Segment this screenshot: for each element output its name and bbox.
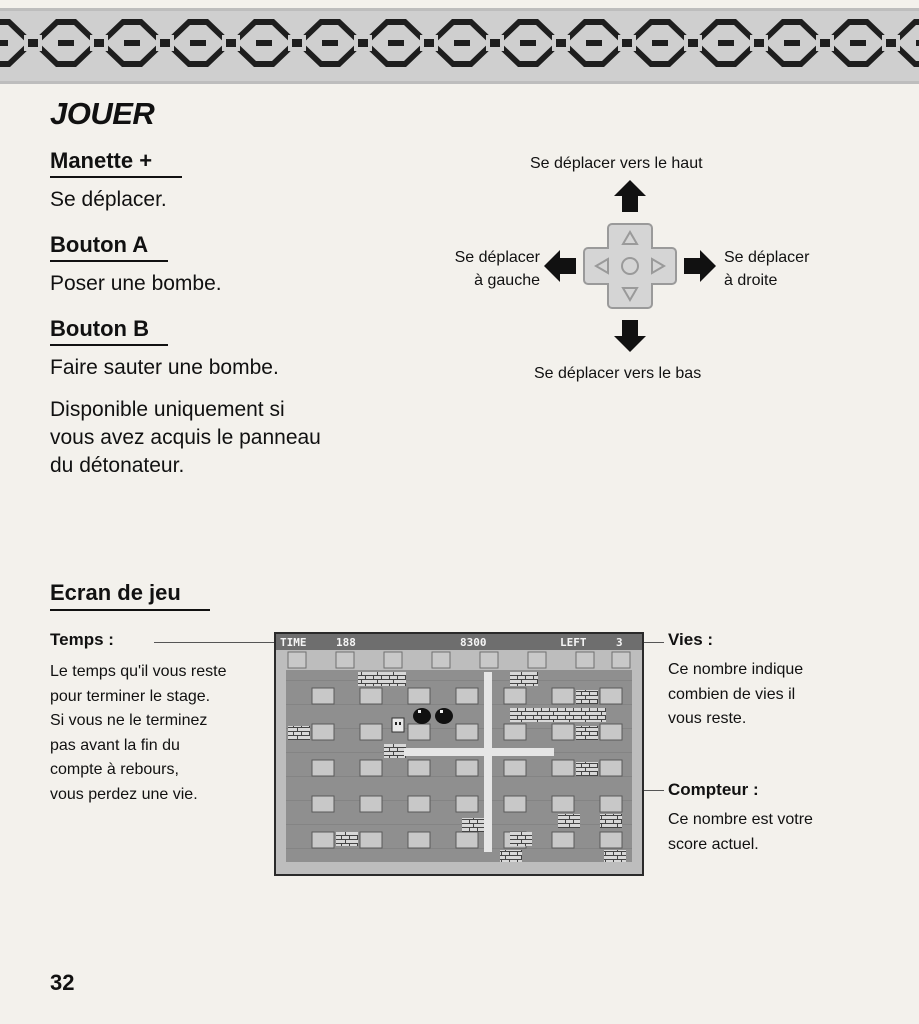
leader-time bbox=[154, 642, 276, 643]
arrow-right-icon bbox=[684, 250, 716, 282]
dpad-cross-icon bbox=[584, 224, 676, 308]
banner-pattern bbox=[0, 11, 919, 75]
page-number: 32 bbox=[50, 970, 75, 995]
callout-score-title: Compteur : bbox=[668, 780, 759, 799]
page-title: JOUER bbox=[50, 96, 155, 131]
text-manette: Se déplacer. bbox=[50, 188, 167, 211]
heading-bouton-a: Bouton A bbox=[50, 232, 168, 262]
heading-bouton-b: Bouton B bbox=[50, 316, 168, 346]
dpad-diagram bbox=[540, 176, 720, 356]
arrow-down-icon bbox=[614, 320, 646, 352]
text-bouton-b: Faire sauter une bombe. bbox=[50, 356, 279, 379]
heading-manette: Manette + bbox=[50, 148, 182, 178]
callout-score-text: Ce nombre est votre score actuel. bbox=[668, 811, 813, 853]
hud-lives-label: LEFT bbox=[560, 636, 587, 649]
hud-lives-value: 3 bbox=[616, 636, 623, 649]
dpad-label-down: Se déplacer vers le bas bbox=[534, 365, 702, 382]
heading-ecran-de-jeu: Ecran de jeu bbox=[50, 580, 210, 611]
hud-time-value: 188 bbox=[336, 636, 356, 649]
hud-score: 8300 bbox=[460, 636, 487, 649]
arrow-left-icon bbox=[544, 250, 576, 282]
callout-lives-title: Vies : bbox=[668, 630, 714, 649]
game-screenshot bbox=[274, 632, 644, 876]
callout-lives-text: Ce nombre indique combien de vies il vous reste. bbox=[668, 661, 804, 727]
player-icon bbox=[392, 718, 404, 732]
callout-time-text: Le temps qu'il vous reste pour terminer le stage. Si vous ne le terminez pas avant la fin du compte à rebours, vous perdez une vie. bbox=[50, 663, 227, 803]
arrow-up-icon bbox=[614, 180, 646, 212]
text-bouton-a: Poser une bombe. bbox=[50, 272, 222, 295]
decorative-banner bbox=[0, 8, 919, 84]
dpad-label-right: Se déplacer à droite bbox=[724, 249, 810, 289]
dpad-label-left: Se déplacer à gauche bbox=[454, 249, 540, 289]
hud-time-label: TIME bbox=[280, 636, 307, 649]
callout-time-title: Temps : bbox=[50, 630, 114, 649]
dpad-label-up: Se déplacer vers le haut bbox=[530, 155, 703, 172]
note-bouton-b: Disponible uniquement si vous avez acquis le panneau du détonateur. bbox=[50, 398, 321, 477]
